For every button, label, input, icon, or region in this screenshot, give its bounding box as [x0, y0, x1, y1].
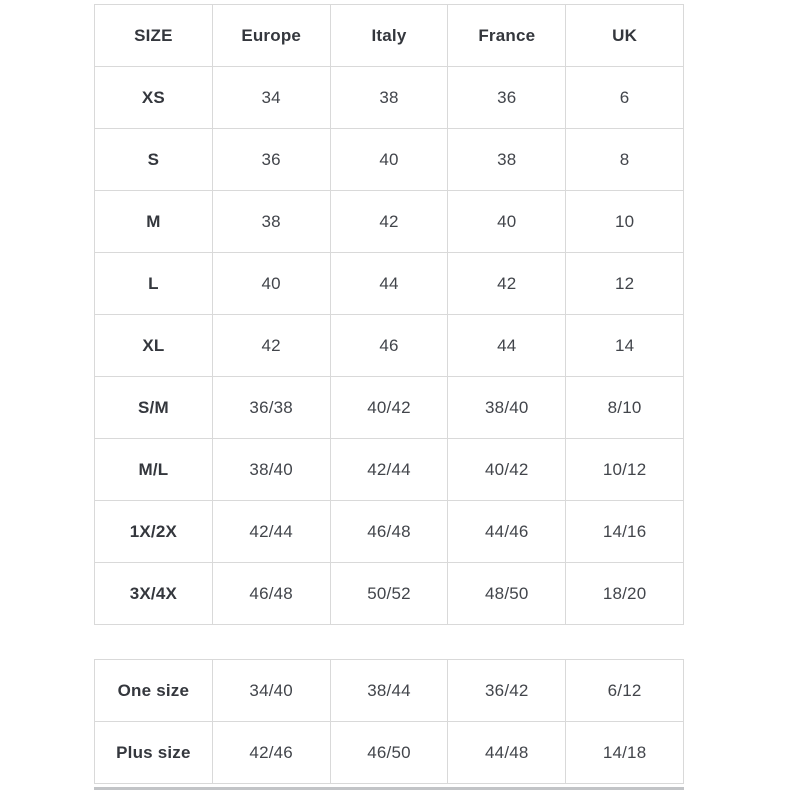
- cell-italy: 42: [330, 191, 448, 253]
- cell-europe: 34: [212, 67, 330, 129]
- cell-uk: 18/20: [566, 563, 684, 625]
- cell-europe: 42: [212, 315, 330, 377]
- cell-france: 36/42: [448, 660, 566, 722]
- cell-europe: 46/48: [212, 563, 330, 625]
- column-header-europe: Europe: [212, 5, 330, 67]
- size-conversion-table: [94, 4, 684, 625]
- cell-italy: 38: [330, 67, 448, 129]
- table-row-ml: [95, 439, 684, 501]
- table-row-xl: [95, 315, 684, 377]
- row-label: L: [95, 253, 213, 315]
- table-row-3x4x: [95, 563, 684, 625]
- cell-europe: 38: [212, 191, 330, 253]
- cell-italy: 38/44: [330, 660, 448, 722]
- row-label: One size: [95, 660, 213, 722]
- cell-france: 48/50: [448, 563, 566, 625]
- column-header-size: SIZE: [95, 5, 213, 67]
- cell-italy: 46: [330, 315, 448, 377]
- cell-france: 44: [448, 315, 566, 377]
- cell-uk: 14: [566, 315, 684, 377]
- cell-france: 38: [448, 129, 566, 191]
- cell-europe: 42/46: [212, 722, 330, 784]
- cell-uk: 10/12: [566, 439, 684, 501]
- row-label: M: [95, 191, 213, 253]
- row-label: XL: [95, 315, 213, 377]
- cell-europe: 36: [212, 129, 330, 191]
- cell-italy: 46/48: [330, 501, 448, 563]
- table-row-xs: [95, 67, 684, 129]
- cell-uk: 8: [566, 129, 684, 191]
- cell-europe: 36/38: [212, 377, 330, 439]
- size-chart-section: [94, 4, 684, 790]
- cell-france: 40/42: [448, 439, 566, 501]
- cell-italy: 40: [330, 129, 448, 191]
- cell-france: 44/48: [448, 722, 566, 784]
- cell-uk: 6: [566, 67, 684, 129]
- cell-france: 40: [448, 191, 566, 253]
- row-label: S: [95, 129, 213, 191]
- cell-italy: 44: [330, 253, 448, 315]
- table-row-l: [95, 253, 684, 315]
- cell-uk: 12: [566, 253, 684, 315]
- cell-uk: 6/12: [566, 660, 684, 722]
- cell-uk: 10: [566, 191, 684, 253]
- column-header-uk: UK: [566, 5, 684, 67]
- bottom-divider: [94, 787, 684, 790]
- row-label: Plus size: [95, 722, 213, 784]
- table-row-1x2x: [95, 501, 684, 563]
- cell-france: 44/46: [448, 501, 566, 563]
- cell-france: 38/40: [448, 377, 566, 439]
- cell-uk: 14/18: [566, 722, 684, 784]
- table-row-m: [95, 191, 684, 253]
- row-label: 1X/2X: [95, 501, 213, 563]
- row-label: 3X/4X: [95, 563, 213, 625]
- header-row: [95, 5, 684, 67]
- row-label: XS: [95, 67, 213, 129]
- cell-uk: 8/10: [566, 377, 684, 439]
- row-label: S/M: [95, 377, 213, 439]
- cell-france: 42: [448, 253, 566, 315]
- cell-europe: 40: [212, 253, 330, 315]
- cell-uk: 14/16: [566, 501, 684, 563]
- cell-italy: 42/44: [330, 439, 448, 501]
- cell-italy: 50/52: [330, 563, 448, 625]
- column-header-france: France: [448, 5, 566, 67]
- table-row-plus-size: [95, 722, 684, 784]
- cell-italy: 40/42: [330, 377, 448, 439]
- cell-europe: 38/40: [212, 439, 330, 501]
- table-row-one-size: [95, 660, 684, 722]
- row-label: M/L: [95, 439, 213, 501]
- cell-europe: 42/44: [212, 501, 330, 563]
- cell-france: 36: [448, 67, 566, 129]
- table-row-sm: [95, 377, 684, 439]
- cell-italy: 46/50: [330, 722, 448, 784]
- column-header-italy: Italy: [330, 5, 448, 67]
- table-row-s: [95, 129, 684, 191]
- cell-europe: 34/40: [212, 660, 330, 722]
- special-sizes-table: [94, 659, 684, 784]
